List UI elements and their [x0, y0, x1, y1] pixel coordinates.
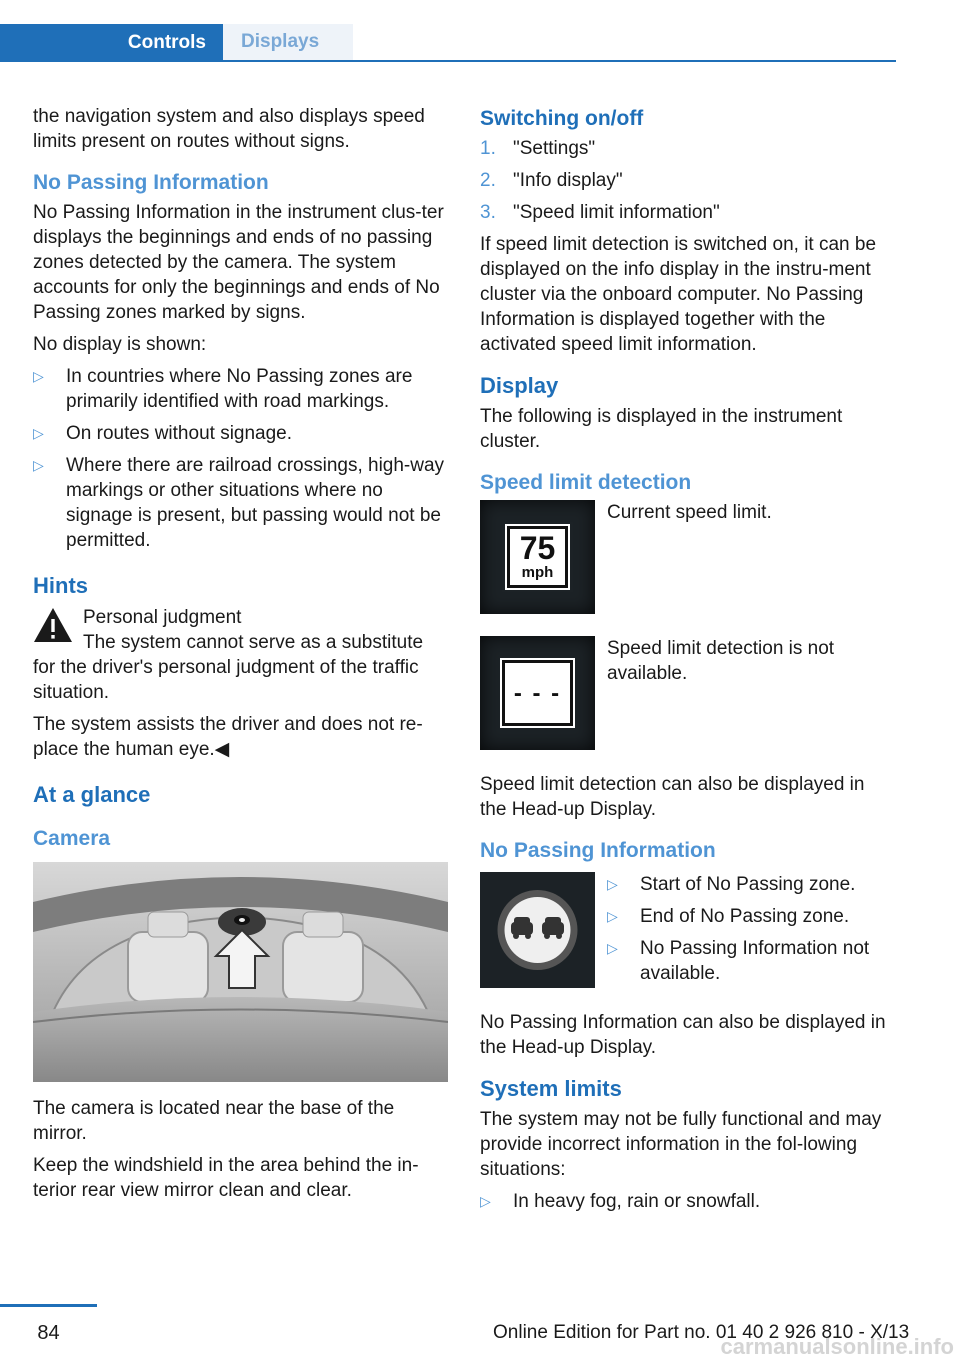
camera-location-photo — [33, 862, 448, 1082]
list-item: 2. "Info display" — [480, 170, 623, 191]
bullet-triangle-icon: ▷ — [33, 368, 44, 384]
list-item: 1. "Settings" — [480, 138, 596, 159]
speed-unavailable-sign-icon: - - - — [502, 660, 573, 726]
warning-triangle-icon — [33, 607, 73, 643]
list-item: ▷ No Passing Information not available. — [607, 938, 870, 984]
warning-title: Personal judgment — [83, 607, 242, 628]
speed-sign-tile — [480, 500, 595, 614]
bullet-triangle-icon: ▷ — [480, 1193, 491, 1209]
left-column — [33, 104, 448, 1210]
bullet-triangle-icon: ▷ — [33, 425, 44, 441]
tab-rule — [0, 60, 896, 62]
no-passing-body: No Passing Information in the instrument clus-ter displays the beginnings and ends of no passing zones detected by the camera. The system accounts for only the beginnings and ends of No Passing zones marked by signs. — [33, 202, 444, 323]
at-a-glance-heading: At a glance — [33, 782, 151, 807]
hints-heading: Hints — [33, 573, 88, 598]
no-passing-figure — [480, 872, 895, 994]
bullet-triangle-icon: ▷ — [607, 908, 618, 924]
camera-clean-text: Keep the windshield in the area behind the in-terior rear view mirror clean and clear. — [33, 1155, 419, 1201]
page-number: 84 — [37, 1322, 60, 1344]
edition-text: Online Edition for Part no. 01 40 2 926 810 - X/13 — [493, 1322, 910, 1343]
no-passing-display-list — [607, 872, 897, 993]
no-passing-tile — [480, 872, 595, 988]
list-item: ▷ On routes without signage. — [33, 423, 293, 444]
switching-heading: Switching on/off — [480, 107, 644, 130]
section-tabs — [0, 24, 896, 62]
no-display-list — [33, 364, 448, 553]
no-display-label: No display is shown: — [33, 334, 207, 355]
speed-limit-unavailable-figure — [480, 636, 895, 750]
list-item: ▷ Start of No Passing zone. — [607, 874, 856, 895]
list-item: ▷ End of No Passing zone. — [607, 906, 850, 927]
list-item: ▷ In heavy fog, rain or snowfall. — [480, 1191, 761, 1212]
camera-location-text: The camera is located near the base of the mirror. — [33, 1098, 395, 1144]
assist-paragraph: The system assists the driver and does not re-place the human eye.◀ — [33, 714, 423, 760]
warning-body: The system cannot serve as a substitute for the driver's personal judgment of the traffic situation. — [33, 632, 424, 703]
speed-unavailable-caption: Speed limit detection is not available. — [607, 638, 835, 684]
bullet-triangle-icon: ▷ — [607, 940, 618, 956]
right-column — [480, 104, 895, 1221]
speed-sign-unavailable-tile — [480, 636, 595, 750]
list-item: ▷ Where there are railroad crossings, high-way markings or other situations where no signage is present, but passing would not be permitted. — [33, 455, 445, 551]
no-passing-hud-text: No Passing Information can also be displayed in the Head-up Display. — [480, 1012, 886, 1058]
camera-heading: Camera — [33, 827, 111, 850]
system-limits-body: The system may not be fully functional and may provide incorrect information in the fol-lowing situations: — [480, 1109, 882, 1180]
intro-paragraph: the navigation system and also displays speed limits present on routes without signs. — [33, 106, 425, 152]
no-passing-display-heading: No Passing Information — [480, 839, 716, 862]
bullet-triangle-icon: ▷ — [607, 876, 618, 892]
speed-limit-current-figure — [480, 500, 895, 614]
speed-limit-hud-text: Speed limit detection can also be displayed in the Head-up Display. — [480, 774, 865, 820]
bullet-triangle-icon: ▷ — [33, 457, 44, 473]
warning-block — [33, 605, 448, 630]
watermark: carmanualsonline.info — [720, 1334, 954, 1359]
page-number-rule — [0, 1304, 97, 1307]
no-passing-heading: No Passing Information — [33, 171, 269, 194]
speed-limit-sign-icon: 75 mph — [507, 526, 568, 588]
system-limits-list — [480, 1189, 895, 1214]
no-passing-sign-icon — [480, 872, 595, 988]
car-interior-illustration — [33, 862, 448, 1082]
switching-body: If speed limit detection is switched on, it can be displayed on the info display in the instru-ment cluster via the onboard computer. No Passing Information is displayed together with the activated speed limit information. — [480, 234, 877, 355]
system-limits-heading: System limits — [480, 1076, 622, 1101]
tab-controls[interactable]: Controls — [0, 24, 223, 62]
speed-limit-heading: Speed limit detection — [480, 471, 692, 494]
speed-limit-caption: Current speed limit. — [607, 502, 772, 523]
settings-steps — [480, 136, 895, 225]
tab-displays[interactable]: Displays — [223, 24, 353, 60]
display-heading: Display — [480, 373, 559, 398]
display-body: The following is displayed in the instrument cluster. — [480, 406, 843, 452]
list-item: 3. "Speed limit information" — [480, 202, 720, 223]
list-item: ▷ In countries where No Passing zones are primarily identified with road markings. — [33, 366, 413, 412]
page-footer — [0, 1304, 960, 1362]
